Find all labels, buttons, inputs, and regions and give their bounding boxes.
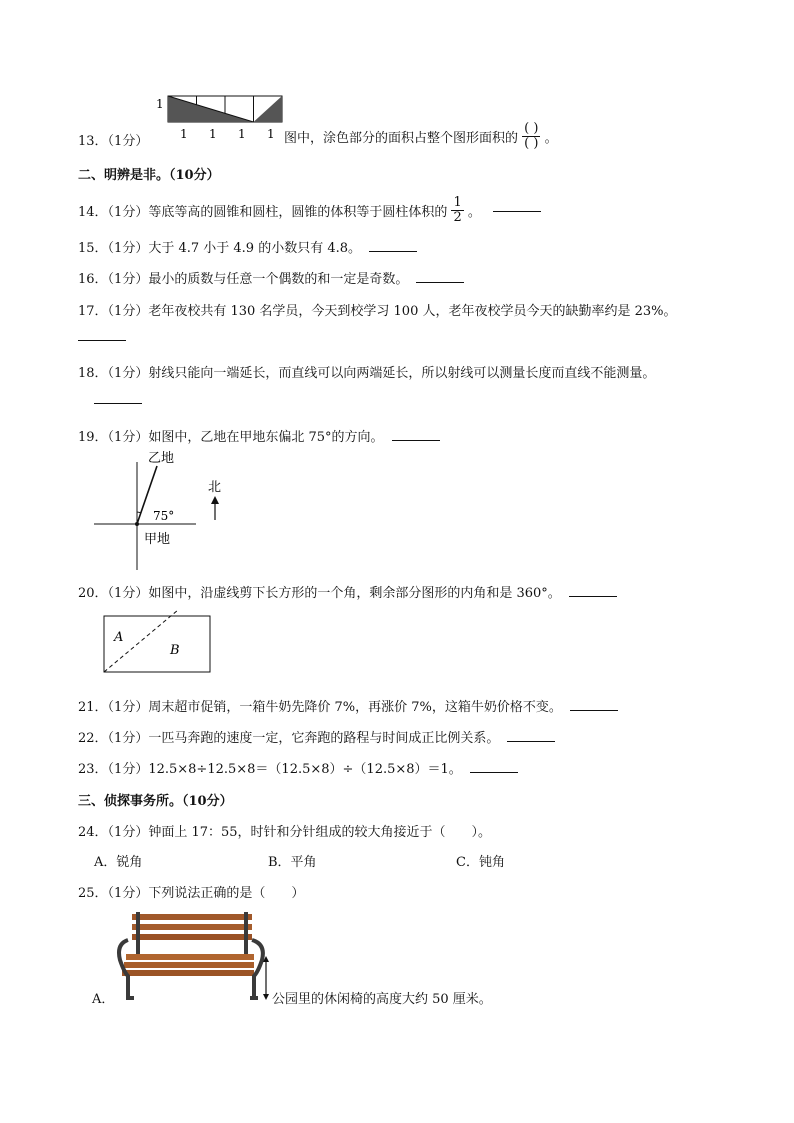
q20-label-a: A: [114, 630, 124, 645]
q17-answer-blank[interactable]: [78, 339, 126, 341]
q19-text: 19．（1分）如图中，乙地在甲地东偏北 75°的方向。: [78, 430, 384, 445]
q20-rectangle-diagram: [100, 610, 216, 676]
q23: [78, 758, 518, 777]
q16: [78, 268, 464, 287]
q13-question: 图中，涂色部分的面积占整个图形面积的 $\frac{( )}{( )}$ 。: [284, 121, 558, 151]
q19-label-jia: 甲地: [144, 532, 171, 547]
q14: 14．（1分）等底等高的圆锥和圆柱，圆锥的体积等于圆柱体积的 $\frac{1}{2}$ 。: [78, 196, 541, 225]
q24-option-c[interactable]: C．钝角: [456, 855, 505, 870]
q19-direction-diagram: [90, 446, 240, 570]
q22-answer-blank[interactable]: [507, 740, 555, 742]
q15-answer-blank[interactable]: [369, 250, 417, 252]
q23-answer-blank[interactable]: [470, 771, 518, 773]
q13-rectangle-diagram: [150, 94, 290, 146]
q13-bottom-label-4: 1: [267, 127, 275, 141]
section-2-title: 二、明辨是非。（10分）: [78, 168, 220, 183]
q21: [78, 696, 618, 715]
q25-option-a-text: 公园里的休闲椅的高度大约 50 厘米。: [272, 992, 492, 1007]
q13-top-label: 1: [156, 97, 164, 111]
q20-text: 20．（1分）如图中，沿虚线剪下长方形的一个角，剩余部分图形的内角和是 360°。: [78, 586, 561, 601]
q13-prefix: 13．（1分）: [78, 134, 149, 149]
q25-bench-image: [116, 910, 276, 1006]
q14-text: 14．（1分）等底等高的圆锥和圆柱，圆锥的体积等于圆柱体积的: [78, 205, 448, 220]
q19-angle-label: 75°: [153, 509, 175, 523]
q14-answer-blank[interactable]: [493, 210, 541, 212]
q22-text: 22．（1分）一匹马奔跑的速度一定，它奔跑的路程与时间成正比例关系。: [78, 731, 500, 746]
q18-answer-blank[interactable]: [94, 402, 142, 404]
q19-answer-blank[interactable]: [392, 439, 440, 441]
q14-fraction: $\frac{1}{2}$: [453, 195, 462, 225]
q25-text: 25．（1分）下列说法正确的是（ ）: [78, 886, 305, 901]
q24-option-a[interactable]: A．锐角: [94, 855, 143, 870]
q13-answer-fraction[interactable]: $\frac{( )}{( )}$: [524, 121, 539, 151]
q24-text: 24．（1分）钟面上 17：55，时针和分针组成的较大角接近于（ ）。: [78, 825, 492, 840]
q13-bottom-label-1: 1: [180, 127, 188, 141]
q21-text: 21．（1分）周末超市促销，一箱牛奶先降价 7%，再涨价 7%，这箱牛奶价格不变。: [78, 700, 562, 715]
q17-text: 17．（1分）老年夜校共有 130 名学员，今天到校学习 100 人，老年夜校学员今天的缺勤率约是 23%。: [78, 304, 677, 319]
q19-north-label: 北: [208, 480, 222, 495]
q20-answer-blank[interactable]: [569, 595, 617, 597]
q24-option-b[interactable]: B．平角: [268, 855, 317, 870]
q19: [78, 426, 440, 445]
q20-label-b: B: [170, 643, 180, 658]
q22: [78, 727, 555, 746]
section-3-title: 三、侦探事务所。（10分）: [78, 794, 233, 809]
north-arrow-icon: [211, 496, 219, 504]
q25-option-a-label: A．: [92, 992, 115, 1007]
q21-answer-blank[interactable]: [570, 709, 618, 711]
q13-bottom-label-2: 1: [209, 127, 217, 141]
q13-bottom-label-3: 1: [238, 127, 246, 141]
q18-text: 18．（1分）射线只能向一端延长，而直线可以向两端延长，所以射线可以测量长度而直线不能测量。: [78, 366, 656, 381]
q15-text: 15．（1分）大于 4.7 小于 4.9 的小数只有 4.8。: [78, 241, 361, 256]
q25-option-a[interactable]: [92, 988, 114, 1007]
q20: [78, 582, 617, 601]
q19-label-yi: 乙地: [148, 451, 175, 466]
q13-figure: [150, 94, 290, 146]
q13-text: 图中，涂色部分的面积占整个图形面积的: [284, 131, 519, 146]
q23-text: 23．（1分）12.5×8÷12.5×8＝（12.5×8）÷（12.5×8）＝1。: [78, 762, 462, 777]
q15: [78, 237, 417, 256]
q16-answer-blank[interactable]: [416, 281, 464, 283]
q16-text: 16．（1分）最小的质数与任意一个偶数的和一定是奇数。: [78, 272, 409, 287]
